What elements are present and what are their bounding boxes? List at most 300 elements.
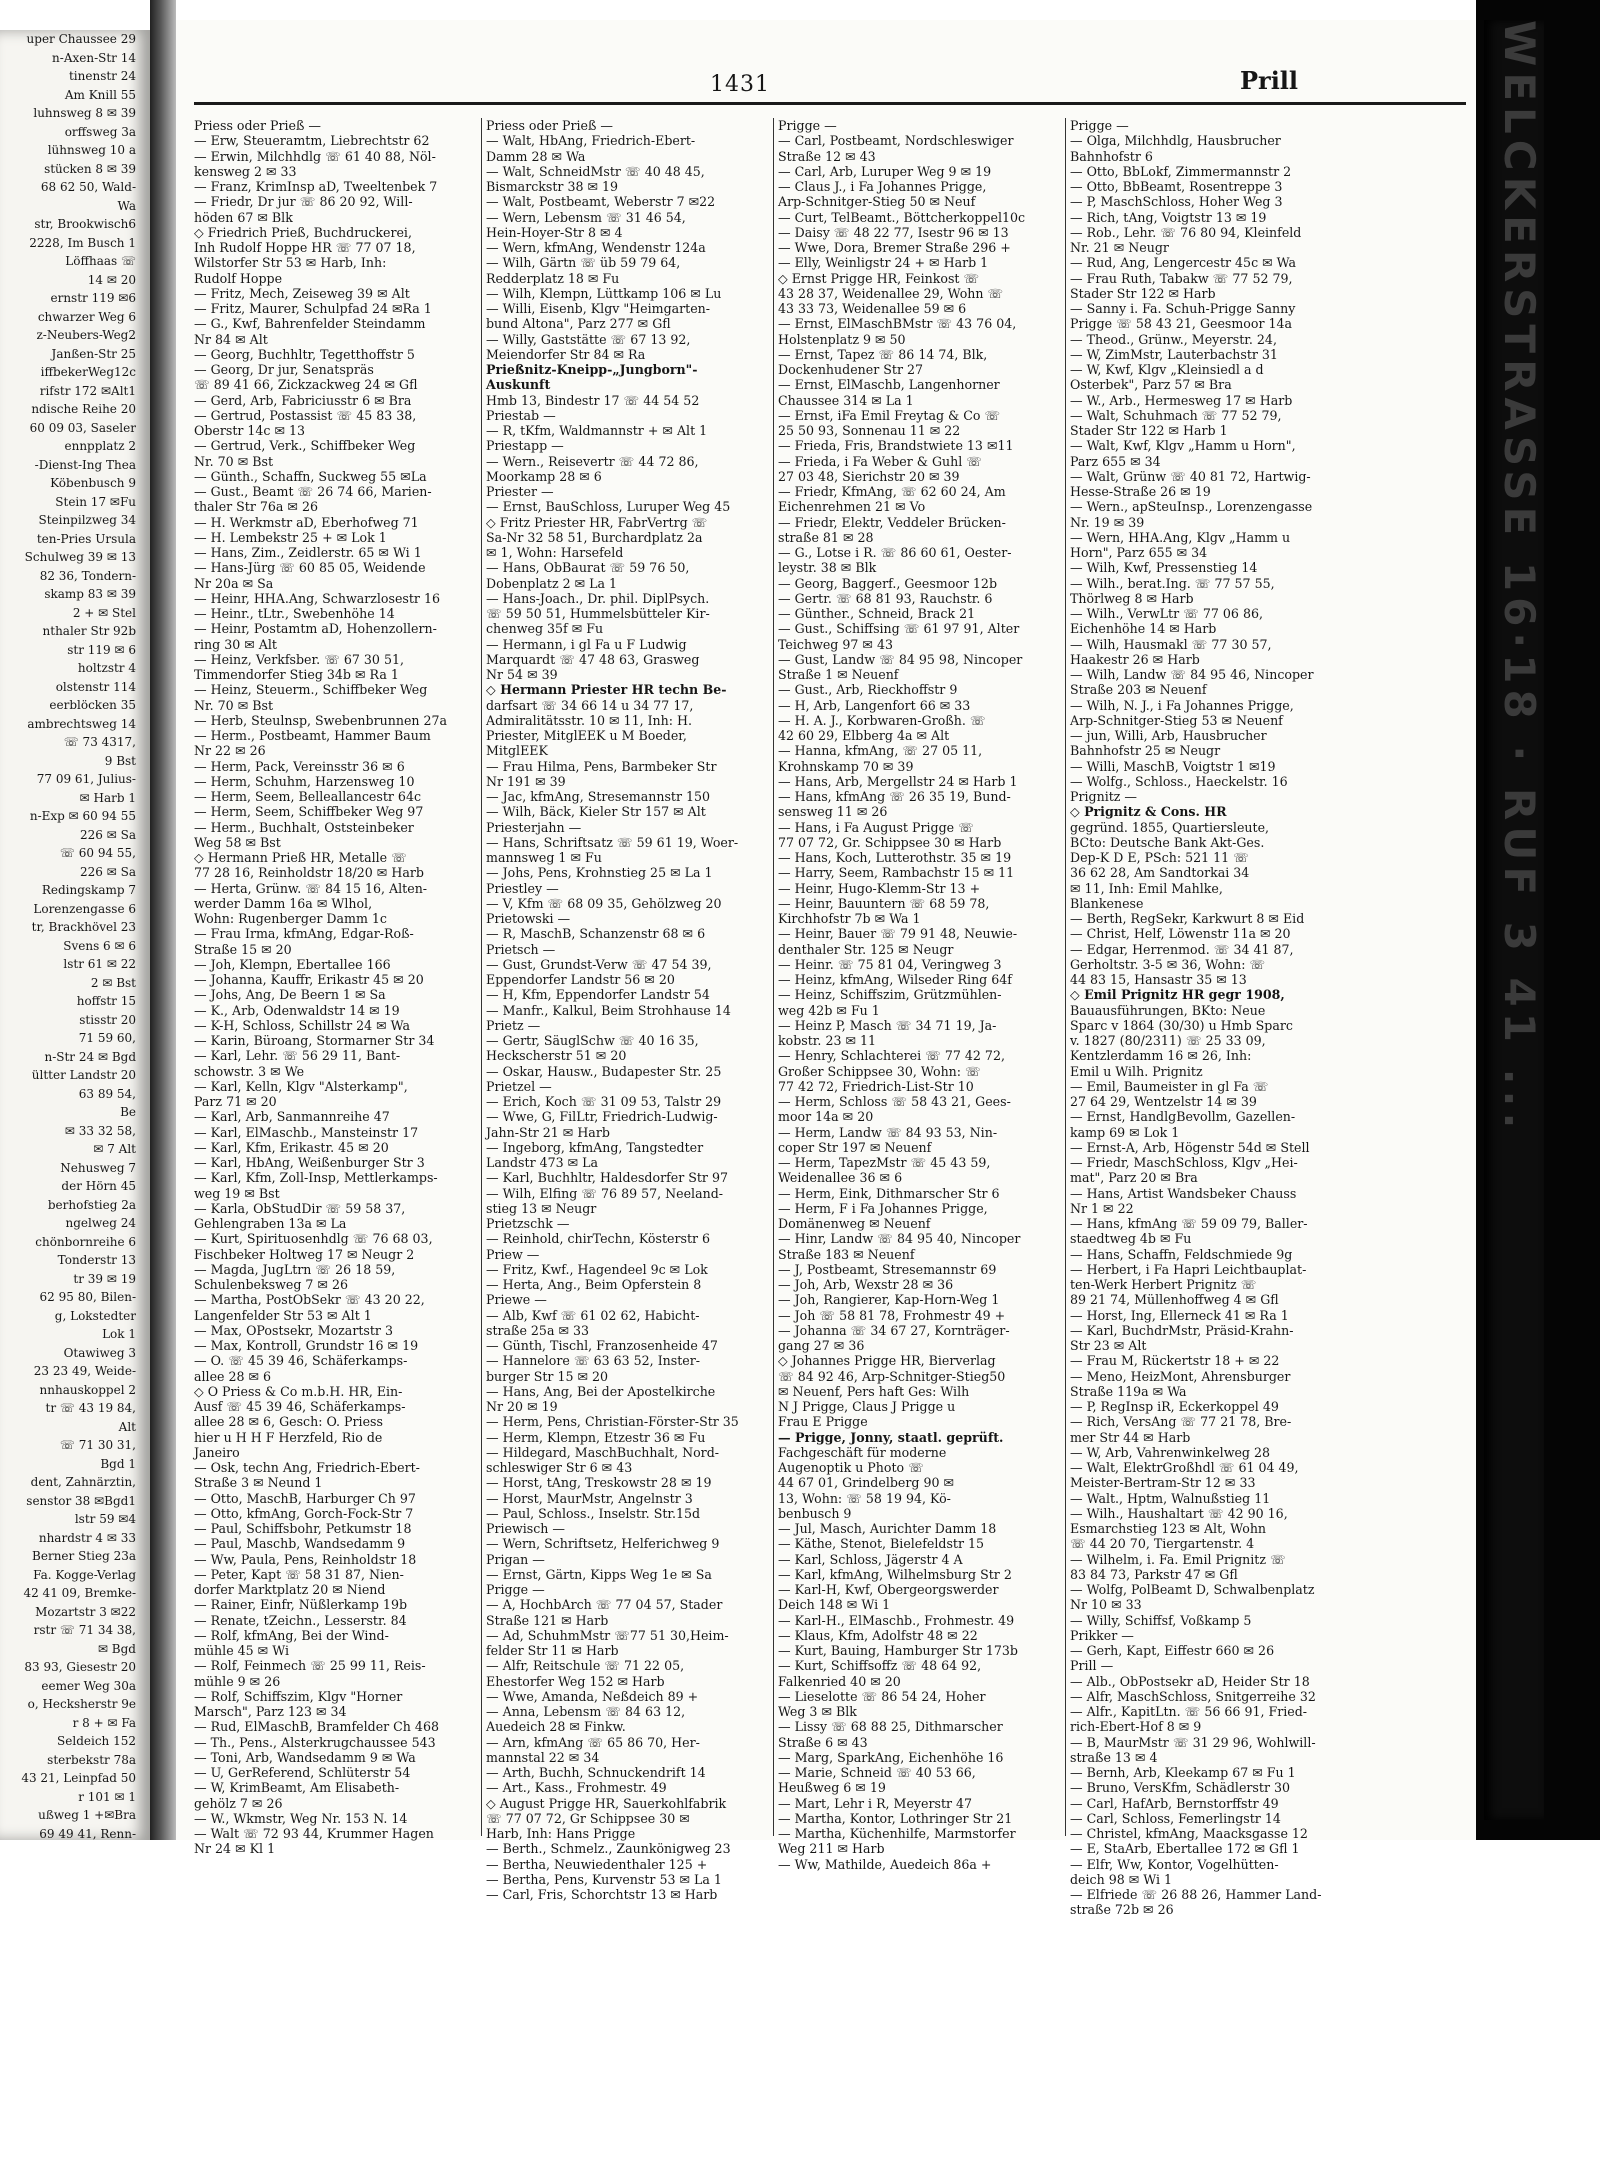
directory-entry: — Jul, Masch, Aurichter Damm 18: [778, 1521, 997, 1536]
directory-entry: — K-H, Schloss, Schillstr 24 ✉ Wa: [194, 1017, 411, 1033]
directory-entry: — Johs, Ang, De Beern 1 ✉ Sa: [194, 987, 386, 1003]
margin-text-line: r 8 + ✉ Fa: [72, 1715, 136, 1730]
margin-text-line: Lorenzengasse 6: [33, 901, 136, 916]
directory-entry: — Erich, Koch ☏ 31 09 53, Talstr 29: [486, 1094, 722, 1109]
margin-text-line: n-Str 24 ✉ Bgd: [44, 1049, 136, 1064]
directory-entry: 25 50 93, Sonnenau 11 ✉ 22: [778, 423, 961, 438]
margin-text-line: ✉ 7 Alt: [93, 1142, 136, 1156]
section-heading: Prießnitz-Kneipp-„Jungborn"-: [486, 362, 698, 377]
directory-entry: Weg 58 ✉ Bst: [194, 834, 281, 850]
directory-entry: — Frau Ruth, Tabakw ☏ 77 52 79,: [1070, 270, 1293, 286]
directory-entry: Osterbek", Parz 57 ✉ Bra: [1070, 377, 1232, 393]
margin-text-line: -Dienst-Ing Thea: [34, 457, 136, 472]
directory-entry: straße 13 ✉ 4: [1070, 1749, 1158, 1765]
directory-entry: — Wern, Schriftsetz, Helferichweg 9: [486, 1536, 720, 1552]
directory-entry: Gerholtstr. 3-5 ✉ 36, Wohn: ☏: [1070, 956, 1266, 972]
directory-entry: — Hans, Schaffn, Feldschmiede 9g: [1070, 1246, 1293, 1262]
directory-entry: — Georg, Baggerf., Geesmoor 12b: [778, 575, 998, 591]
directory-entry: — Johanna ☏ 34 67 27, Kornträger-: [778, 1322, 1010, 1338]
directory-entry: — Martha, Küchenhilfe, Marmstorfer: [778, 1826, 1016, 1841]
margin-text-line: 63 89 54,: [78, 1086, 136, 1101]
directory-entry: ☏ 89 41 66, Zickzackweg 24 ✉ Gfl: [194, 377, 418, 393]
directory-entry: — Günther., Schneid, Brack 21: [778, 606, 976, 621]
directory-entry: — Otto, BbBeamt, Rosentreppe 3: [1070, 179, 1283, 194]
directory-entry: — Sanny i. Fa. Schuh-Prigge Sanny: [1070, 301, 1296, 316]
directory-entry: — Rich, tAng, Voigtstr 13 ✉ 19: [1070, 209, 1267, 225]
margin-text-line: chwarzer Weg 6: [37, 309, 136, 324]
margin-text-line: ernstr 119 ✉6: [50, 291, 136, 305]
directory-entry: — Alb., ObPostsekr aD, Heider Str 18: [1070, 1673, 1310, 1689]
directory-entry: Augenoptik u Photo ☏: [778, 1460, 924, 1475]
directory-entry: — Gertr. ☏ 68 81 93, Rauchstr. 6: [778, 590, 993, 606]
directory-entry: — Martha, Kontor, Lothringer Str 21: [778, 1810, 1013, 1826]
directory-entry: — Walt., Hptm, Walnußstieg 11: [1070, 1490, 1271, 1506]
directory-entry: — Herta, Ang., Beim Opferstein 8: [486, 1277, 702, 1292]
margin-text-line: Tonderstr 13: [57, 1253, 136, 1267]
directory-entry: mannsweg 1 ✉ Fu: [486, 850, 602, 865]
directory-entry: — Martha, PostObSekr ☏ 43 20 22,: [194, 1292, 425, 1308]
margin-text-line: rstr ☏ 71 34 38,: [33, 1623, 136, 1637]
directory-entry: — Marie, Schneid ☏ 40 53 66,: [778, 1765, 976, 1780]
directory-entry: — Frau Irma, kfmAng, Edgar-Roß-: [194, 926, 414, 942]
directory-entry: — Joh, Rangierer, Kap-Horn-Weg 1: [778, 1292, 1000, 1308]
margin-text-line: uper Chaussee 29: [26, 32, 136, 46]
margin-text-line: n-Exp ✉ 60 94 55: [29, 809, 136, 823]
directory-entry: — Gust., Arb, Rieckhoffstr 9: [778, 682, 958, 698]
margin-text-line: ültter Landstr 20: [31, 1068, 136, 1082]
directory-entry: — Fritz, Kwf., Hagendeel 9c ✉ Lok: [486, 1261, 708, 1277]
directory-entry: — Wolfg, PolBeamt D, Schwalbenplatz: [1070, 1582, 1315, 1597]
margin-text-line: ngelweg 24: [65, 1216, 136, 1230]
directory-entry: — G., Lotse i R. ☏ 86 60 61, Oester-: [778, 545, 1012, 560]
directory-entry: Straße 119a ✉ Wa: [1070, 1383, 1187, 1399]
directory-entry: Thörlweg 8 ✉ Harb: [1070, 590, 1194, 606]
directory-entry: — Wolfg., Schloss., Haeckelstr. 16: [1070, 773, 1288, 789]
directory-entry: burger Str 15 ✉ 20: [486, 1368, 609, 1384]
directory-entry: — Th., Pens., Alsterkrugchaussee 543: [194, 1734, 436, 1750]
directory-entry: Langenfelder Str 53 ✉ Alt 1: [194, 1307, 372, 1323]
directory-entry: — Gertr, SäuglSchw ☏ 40 16 35,: [486, 1033, 699, 1048]
directory-entry: Hesse-Straße 26 ✉ 19: [1070, 484, 1211, 499]
margin-text-line: ennpplatz 2: [64, 439, 136, 453]
directory-entry: ◇ Fritz Priester HR, FabrVertrg ☏: [486, 514, 708, 530]
directory-entry: — Otto, kfmAng, Gorch-Fock-Str 7: [194, 1505, 414, 1521]
directory-entry: — Osk, techn Ang, Friedrich-Ebert-: [194, 1460, 420, 1475]
directory-entry: allee 28 ✉ 6, Gesch: O. Priess: [194, 1414, 383, 1430]
margin-text-line: berhofstieg 2a: [47, 1197, 136, 1212]
directory-entry: — Wilh, Elfing ☏ 76 89 57, Neeland-: [486, 1185, 724, 1201]
directory-entry: Priestapp —: [486, 438, 564, 454]
directory-entry: — Joh, Klempn, Ebertallee 166: [194, 956, 391, 972]
directory-entry: — Bertha, Pens, Kurvenstr 53 ✉ La 1: [486, 1871, 722, 1887]
directory-entry: — Oskar, Hausw., Budapester Str. 25: [486, 1063, 722, 1079]
directory-entry: — Harry, Seem, Rambachstr 15 ✉ 11: [778, 865, 1015, 881]
directory-column-4: [1070, 118, 1346, 1918]
directory-entry: Eichenrehmen 21 ✉ Vo: [778, 499, 926, 515]
directory-entry: Falkenried 40 ✉ 20: [778, 1673, 901, 1689]
margin-text-line: eemer Weg 30a: [41, 1678, 136, 1693]
directory-entry: denthaler Str. 125 ✉ Neugr: [778, 941, 954, 957]
directory-entry: — Hans, kfmAng ☏ 59 09 79, Baller-: [1070, 1216, 1308, 1231]
directory-entry: Priewisch —: [486, 1521, 566, 1536]
directory-entry: Moorkamp 28 ✉ 6: [486, 468, 602, 484]
directory-entry: — Anna, Lebensm ☏ 84 63 12,: [486, 1704, 686, 1719]
directory-entry: — Willy, Schiffsf, Voßkamp 5: [1070, 1612, 1252, 1628]
directory-entry: ✉ 1, Wohn: Harsefeld: [486, 545, 624, 560]
directory-entry: Prigge —: [778, 118, 837, 133]
margin-text-line: Wa: [117, 198, 136, 213]
margin-text-line: luhnsweg 8 ✉ 39: [33, 106, 136, 120]
directory-entry: — Herb, Steulnsp, Swebenbrunnen 27a: [194, 712, 448, 728]
margin-text-line: Löffhaas ☏: [65, 254, 136, 268]
directory-entry: — Herm, TapezMstr ☏ 45 43 59,: [778, 1155, 991, 1170]
directory-entry: — Friedr, MaschSchloss, Klgv „Hei-: [1070, 1155, 1298, 1170]
directory-entry: rich-Ebert-Hof 8 ✉ 9: [1070, 1719, 1202, 1735]
directory-entry: 42 60 29, Elbberg 4a ✉ Alt: [778, 728, 950, 743]
margin-text-line: r 101 ✉ 1: [78, 1789, 136, 1804]
margin-text-line: Lok 1: [102, 1327, 136, 1341]
directory-entry: — Klaus, Kfm, Adolfstr 48 ✉ 22: [778, 1627, 978, 1643]
directory-entry: — Wwe, Dora, Bremer Straße 296 +: [778, 240, 1011, 255]
directory-entry: Nr 1 ✉ 22: [1070, 1200, 1134, 1216]
margin-text-line: g, Lokstedter: [54, 1308, 136, 1323]
directory-entry: Fischbeker Holtweg 17 ✉ Neugr 2: [194, 1246, 415, 1262]
directory-entry: — Hans, Ang, Bei der Apostelkirche: [486, 1383, 716, 1399]
margin-text-line: Nehusweg 7: [60, 1160, 136, 1175]
margin-text-line: nhardstr 4 ✉ 33: [38, 1530, 136, 1545]
directory-entry: — Heinz P, Masch ☏ 34 71 19, Ja-: [778, 1017, 997, 1033]
directory-entry: Priess oder Prieß —: [194, 118, 322, 133]
directory-entry: Priestley —: [486, 880, 559, 896]
directory-entry: — H, Arb, Langenfort 66 ✉ 33: [778, 697, 971, 713]
margin-text-line: 43 21, Leinpfad 50: [21, 1771, 136, 1785]
directory-entry: — Herm, Eink, Dithmarscher Str 6: [778, 1185, 1000, 1201]
margin-text-line: stücken 8 ✉ 39: [44, 161, 136, 176]
section-heading: Auskunft: [486, 377, 551, 393]
directory-entry: — Hans, ObBaurat ☏ 59 76 50,: [486, 560, 690, 576]
directory-entry: Deich 148 ✉ Wi 1: [778, 1597, 891, 1613]
directory-entry: — Horst, MaurMstr, Angelnstr 3: [486, 1490, 693, 1506]
directory-entry: gegründ. 1855, Quartiersleute,: [1070, 819, 1270, 835]
margin-text-line: z-Neubers-Weg2: [36, 328, 136, 342]
directory-entry: Sa-Nr 32 58 51, Burchardplatz 2a: [486, 529, 703, 545]
directory-entry: — Herm., Buchhalt, Oststeinbeker: [194, 819, 414, 835]
directory-entry: mat", Parz 20 ✉ Bra: [1070, 1170, 1198, 1186]
margin-text-line: Seldeich 152: [57, 1734, 136, 1748]
directory-entry: Prietz —: [486, 1017, 541, 1033]
directory-entry: kobstr. 23 ✉ 11: [778, 1033, 877, 1048]
directory-entry: — Renate, tZeichn., Lesserstr. 84: [194, 1612, 407, 1628]
directory-entry: — Wilh, N. J., i Fa Johannes Prigge,: [1070, 697, 1294, 713]
directory-entry: — Berth., Schmelz., Zaunkönigweg 23: [486, 1841, 731, 1857]
directory-entry: — Herm, Seem, Belleallancestr 64c: [194, 789, 422, 804]
directory-entry: — Walt, HbAng, Friedrich-Ebert-: [486, 133, 696, 149]
directory-entry: — Hans, Artist Wandsbeker Chauss: [1070, 1185, 1297, 1201]
directory-entry: — Herm, Pack, Vereinsstr 36 ✉ 6: [194, 758, 405, 774]
directory-entry: Marsch", Parz 123 ✉ 34: [194, 1704, 347, 1719]
directory-entry: — Rolf, Feinmech ☏ 25 99 11, Reis-: [194, 1658, 426, 1674]
directory-entry: Rudolf Hoppe: [194, 270, 283, 286]
directory-entry: weg 19 ✉ Bst: [194, 1185, 280, 1201]
directory-entry: schowstr. 3 ✉ We: [194, 1063, 305, 1079]
directory-entry: Prignitz —: [1070, 789, 1138, 804]
column-divider: [1065, 118, 1066, 1836]
directory-entry: — Lieselotte ☏ 86 54 24, Hoher: [778, 1688, 986, 1704]
directory-entry: Bahnhofstr 25 ✉ Neugr: [1070, 743, 1221, 759]
directory-entry: — Paul, Schiffsbohr, Petkumstr 18: [194, 1521, 412, 1536]
directory-entry: — H, Kfm, Eppendorfer Landstr 54: [486, 987, 710, 1003]
directory-entry: — Carl, Arb, Luruper Weg 9 ✉ 19: [778, 163, 992, 179]
margin-text-line: Fa. Kogge-Verlag: [33, 1567, 136, 1582]
directory-entry: ◇ O Priess & Co m.b.H. HR, Ein-: [194, 1383, 403, 1399]
bottom-margin: [0, 1840, 1600, 2177]
directory-entry: — P, MaschSchloss, Hoher Weg 3: [1070, 194, 1283, 210]
directory-entry: Weidenallee 36 ✉ 6: [778, 1170, 903, 1186]
directory-entry: chenweg 35f ✉ Fu: [486, 621, 604, 637]
margin-text-line: 69 49 41, Renn-: [39, 1826, 136, 1841]
directory-entry: — Claus J., i Fa Johannes Prigge,: [778, 179, 987, 194]
directory-entry: — Rob., Lehr. ☏ 76 80 94, Kleinfeld: [1070, 224, 1302, 240]
directory-entry: — Heinz, Steuerm., Schiffbeker Weg: [194, 682, 428, 698]
directory-entry: — Rud, ElMaschB, Bramfelder Ch 468: [194, 1719, 439, 1735]
directory-entry: — Karl, Schloss, Jägerstr 4 A: [778, 1551, 963, 1567]
directory-entry: — Alfr., KapitLtn. ☏ 56 66 91, Fried-: [1070, 1704, 1308, 1719]
directory-entry: mühle 45 ✉ Wi: [194, 1643, 289, 1658]
directory-entry: ✉ 11, Inh: Emil Mahlke,: [1070, 880, 1223, 896]
directory-entry: — Elfr, Ww, Kontor, Vogelhütten-: [1070, 1856, 1279, 1872]
directory-entry: — W, ZimMstr, Lauterbachstr 31: [1070, 346, 1278, 362]
directory-entry: weg 42b ✉ Fu 1: [778, 1002, 880, 1018]
directory-entry: — Reinhold, chirTechn, Kösterstr 6: [486, 1231, 711, 1247]
directory-entry: — Horst, tAng, Treskowstr 28 ✉ 19: [486, 1475, 712, 1491]
directory-entry: — Karl, HbAng, Weißenburger Str 3: [194, 1155, 425, 1170]
directory-entry: Straße 3 ✉ Neund 1: [194, 1475, 323, 1491]
margin-text-line: 226 ✉ Sa: [80, 864, 136, 879]
directory-entry: — Walt, Schuhmach ☏ 77 52 79,: [1070, 407, 1282, 423]
directory-entry: Stader Str 122 ✉ Harb 1: [1070, 423, 1228, 438]
directory-entry: Hein-Hoyer-Str 8 ✉ 4: [486, 224, 623, 240]
directory-entry: — Herbert, i Fa Hapri Leichtbauplat-: [1070, 1261, 1307, 1277]
margin-text-line: 71 59 60,: [78, 1031, 136, 1045]
directory-entry: — P, RegInsp iR, Eckerkoppel 49: [1070, 1399, 1279, 1414]
directory-entry: — Johanna, Kauffr, Erikastr 45 ✉ 20: [194, 972, 424, 987]
column-divider: [481, 118, 482, 1836]
directory-entry: Jahn-Str 21 ✉ Harb: [486, 1124, 610, 1140]
directory-entry: — R, tKfm, Waldmannstr + ✉ Alt 1: [486, 423, 708, 438]
margin-text-line: ten-Pries Ursula: [36, 531, 136, 546]
directory-entry: — Ernst, ElMaschBMstr ☏ 43 76 04,: [778, 316, 1017, 332]
directory-entry: Harb, Inh: Hans Prigge: [486, 1826, 636, 1841]
directory-entry: — Herm, Klempn, Etzestr 36 ✉ Fu: [486, 1429, 706, 1445]
directory-entry: Damm 28 ✉ Wa: [486, 148, 586, 164]
directory-entry: Holstenplatz 9 ✉ 50: [778, 331, 906, 347]
directory-entry: — Bertha, Neuwiedenthaler 125 +: [486, 1856, 708, 1872]
directory-entry: deich 98 ✉ Wi 1: [1070, 1871, 1173, 1887]
directory-entry: — Hannelore ☏ 63 63 52, Inster-: [486, 1353, 701, 1369]
directory-entry: Prigge —: [1070, 118, 1129, 133]
directory-entry: Bauausführungen, BKto: Neue: [1070, 1002, 1266, 1018]
directory-entry: thaler Str 76a ✉ 26: [194, 499, 319, 515]
directory-entry: — Frieda, i Fa Weber & Guhl ☏: [778, 453, 983, 469]
directory-entry: — Wilh, Landw ☏ 84 95 46, Nincoper: [1070, 667, 1314, 682]
directory-entry: ☏ 44 20 70, Tiergartenstr. 4: [1070, 1536, 1255, 1552]
directory-entry: — Herm, Pens, Christian-Förster-Str 35: [486, 1414, 739, 1430]
margin-text-line: 68 62 50, Wald-: [40, 180, 136, 194]
directory-entry: — Olga, Milchhdlg, Hausbrucher: [1070, 133, 1281, 149]
directory-entry: Heußweg 6 ✉ 19: [778, 1780, 886, 1796]
directory-entry: — Willi, MaschB, Voigtstr 1 ✉19: [1070, 758, 1276, 774]
directory-entry: staedtweg 4b ✉ Fu: [1070, 1231, 1192, 1247]
right-edge-text: WELCKERSTRASSE 16·18 · RUF 3 41 ...: [1495, 20, 1544, 1135]
margin-text-line: Mozartstr 3 ✉22: [35, 1604, 136, 1619]
directory-entry: Nr 191 ✉ 39: [486, 773, 566, 789]
directory-entry: — B, MaurMstr ☏ 31 29 96, Wohlwill-: [1070, 1734, 1316, 1750]
directory-entry: — Karl, BuchdrMstr, Präsid-Krahn-: [1070, 1322, 1294, 1338]
margin-text-line: str 119 ✉ 6: [67, 642, 136, 657]
directory-entry: 44 83 15, Hansastr 35 ✉ 13: [1070, 972, 1247, 987]
directory-entry: — Hans, Koch, Lutterothstr. 35 ✉ 19: [778, 850, 1012, 865]
directory-entry: Nr. 19 ✉ 39: [1070, 514, 1145, 530]
margin-text-line: skamp 83 ✉ 39: [44, 587, 136, 601]
margin-text-line: ✉ Harb 1: [79, 790, 136, 805]
directory-entry: — Karl-H., ElMaschb., Frohmestr. 49: [778, 1612, 1015, 1628]
directory-entry: — Berth, RegSekr, Karkwurt 8 ✉ Eid: [1070, 911, 1305, 926]
directory-entry: Straße 15 ✉ 20: [194, 941, 292, 957]
margin-text-line: Otawiweg 3: [63, 1345, 136, 1360]
directory-entry: 77 28 16, Reinholdstr 18/20 ✉ Harb: [194, 865, 424, 881]
directory-entry: 77 07 72, Gr. Schippsee 30 ✉ Harb: [778, 834, 1002, 850]
margin-text-line: 2 ✉ Bst: [90, 975, 136, 990]
firm-entry: ◇ Prignitz & Cons. HR: [1070, 804, 1227, 820]
directory-entry: — Daisy ☏ 48 22 77, Isestr 96 ✉ 13: [778, 224, 1009, 240]
directory-entry: — Wilh, Bäck, Kieler Str 157 ✉ Alt: [486, 804, 706, 820]
directory-entry: BCto: Deutsche Bank Akt-Ges.: [1070, 834, 1265, 850]
directory-entry: — Ww, Mathilde, Auedeich 86a +: [778, 1856, 992, 1872]
directory-entry: Inh Rudolf Hoppe HR ☏ 77 07 18,: [194, 240, 416, 255]
directory-entry: — Wwe, G, FilLtr, Friedrich-Ludwig-: [486, 1109, 718, 1125]
directory-entry: ◇ August Prigge HR, Sauerkohlfabrik: [486, 1795, 727, 1811]
directory-entry: — Wilh, Kwf, Pressenstieg 14: [1070, 560, 1258, 576]
directory-entry: — Karla, ObStudDir ☏ 59 58 37,: [194, 1200, 406, 1216]
directory-entry: — Wern, Lebensm ☏ 31 46 54,: [486, 209, 686, 225]
directory-entry: stieg 13 ✉ Neugr: [486, 1200, 597, 1216]
margin-text-line: 42 41 09, Bremke-: [23, 1586, 136, 1600]
directory-entry: — W., Wkmstr, Weg Nr. 153 N. 14: [194, 1810, 408, 1826]
directory-entry: 77 42 72, Friedrich-List-Str 10: [778, 1078, 974, 1094]
directory-entry: Straße 121 ✉ Harb: [486, 1612, 609, 1628]
margin-text-line: stisstr 20: [79, 1012, 136, 1027]
margin-text-line: 77 09 61, Julius-: [36, 772, 136, 786]
directory-entry: — Rud, Ang, Lengercestr 45c ✉ Wa: [1070, 255, 1297, 271]
directory-entry: bund Altona", Parz 277 ✉ Gfl: [486, 316, 671, 332]
directory-entry: Parz 655 ✉ 34: [1070, 453, 1161, 469]
directory-entry: — K., Arb, Odenwaldstr 14 ✉ 19: [194, 1002, 400, 1018]
directory-entry: — Hildegard, MaschBuchhalt, Nord-: [486, 1444, 720, 1460]
directory-entry: — Günth, Tischl, Franzosenheide 47: [486, 1338, 718, 1353]
directory-entry: Straße 203 ✉ Neuenf: [1070, 682, 1207, 698]
directory-entry: — Käthe, Stenot, Bielefeldstr 15: [778, 1536, 985, 1552]
directory-entry: — Joh, Arb, Wexstr 28 ✉ 36: [778, 1277, 954, 1292]
directory-entry: Horn", Parz 655 ✉ 34: [1070, 545, 1208, 560]
directory-entry: — Otto, BbLokf, Zimmermannstr 2: [1070, 163, 1292, 179]
directory-entry: 44 67 01, Grindelberg 90 ✉: [778, 1475, 955, 1491]
directory-entry: — Hans-Jürg ☏ 60 85 05, Weidende: [194, 560, 426, 576]
directory-entry: — Manfr., Kalkul, Beim Strohhause 14: [486, 1002, 731, 1018]
directory-entry: Prill —: [1070, 1658, 1114, 1674]
margin-text-line: Köbenbusch 9: [50, 476, 136, 490]
directory-entry: — Henry, Schlachterei ☏ 77 42 72,: [778, 1048, 1005, 1064]
directory-entry: höden 67 ✉ Blk: [194, 209, 293, 225]
directory-entry: ☏ 77 07 72, Gr Schippsee 30 ✉: [486, 1810, 690, 1826]
directory-entry: — Otto, MaschB, Harburger Ch 97: [194, 1490, 416, 1506]
directory-entry: Domänenweg ✉ Neuenf: [778, 1216, 931, 1231]
directory-entry: — Alb, Kwf ☏ 61 02 62, Habicht-: [486, 1307, 700, 1323]
book-gutter: [150, 0, 176, 1840]
margin-text-line: 9 Bst: [104, 753, 136, 768]
directory-entry: Dep-K D E, PSch: 521 11 ☏: [1070, 850, 1249, 865]
directory-entry: — Curt, TelBeamt., Böttcherkoppel10c: [778, 209, 1026, 225]
directory-entry: — Hans, i Fa August Prigge ☏: [778, 819, 974, 835]
margin-text-line: rifstr 172 ✉Alt1: [39, 383, 136, 398]
directory-entry: — Carl, Postbeamt, Nordschleswiger: [778, 133, 1014, 149]
directory-entry: — W., Arb., Hermesweg 17 ✉ Harb: [1070, 392, 1293, 408]
directory-entry: — Fritz, Maurer, Schulpfad 24 ✉Ra 1: [194, 301, 432, 316]
directory-entry: — W, Kwf, Klgv „Kleinsiedl a d: [1070, 362, 1264, 377]
directory-entry: — Hans, Zim., Zeidlerstr. 65 ✉ Wi 1: [194, 545, 422, 560]
margin-text-line: ambrechtsweg 14: [27, 716, 136, 731]
margin-text-line: ußweg 1 +✉Bra: [38, 1808, 136, 1822]
directory-entry: sensweg 11 ✉ 26: [778, 804, 888, 820]
directory-entry: — Karl, Kelln, Klgv "Alsterkamp",: [194, 1078, 408, 1094]
directory-entry: — Elly, Weinligstr 24 + ✉ Harb 1: [778, 255, 989, 271]
directory-entry: — H. A. J., Korbwaren-Großh. ☏: [778, 712, 986, 728]
directory-entry: Marquardt ☏ 47 48 63, Grasweg: [486, 651, 700, 667]
directory-entry: — Hans, Schriftsatz ☏ 59 61 19, Woer-: [486, 834, 739, 850]
directory-entry: — Max, OPostsekr, Mozartstr 3: [194, 1322, 393, 1338]
directory-entry: Prietowski —: [486, 911, 571, 926]
directory-entry: Wohn: Rugenberger Damm 1c: [194, 911, 387, 926]
directory-entry: — Christ, Helf, Löwenstr 11a ✉ 20: [1070, 926, 1291, 942]
directory-entry: straße 72b ✉ 26: [1070, 1902, 1174, 1918]
directory-entry: Priester, MitglEEK u M Boeder,: [486, 728, 687, 743]
directory-entry: Blankenese: [1070, 895, 1144, 911]
margin-text-line: 2 + ✉ Stel: [72, 605, 136, 620]
directory-entry: — W, Arb, Vahrenwinkelweg 28: [1070, 1444, 1271, 1460]
directory-entry: — Hans, kfmAng ☏ 26 35 19, Bund-: [778, 789, 1011, 804]
directory-entry: — Gust, Landw ☏ 84 95 98, Nincoper: [778, 651, 1023, 667]
directory-entry: — Heinr, Bauuntern ☏ 68 59 78,: [778, 895, 990, 911]
directory-entry: — Walt, Postbeamt, Weberstr 7 ✉22: [486, 194, 716, 210]
directory-entry: — Gust, Grundst-Verw ☏ 47 54 39,: [486, 956, 712, 972]
margin-text-line: tr ☏ 43 19 84,: [45, 1401, 136, 1415]
margin-text-line: olstenstr 114: [55, 679, 136, 694]
margin-text-line: 226 ✉ Sa: [80, 827, 136, 842]
directory-entry: — Alfr, MaschSchloss, Snitgerreihe 32: [1070, 1688, 1316, 1704]
directory-entry: — Ingeborg, kfmAng, Tangstedter: [486, 1139, 704, 1155]
directory-entry: — Art., Kass., Frohmestr. 49: [486, 1780, 667, 1796]
margin-text-line: n-Axen-Str 14: [52, 50, 136, 65]
directory-entry: — Magda, JugLtrn ☏ 26 18 59,: [194, 1261, 396, 1277]
directory-entry: Straße 6 ✉ 43: [778, 1734, 868, 1750]
directory-entry: — Ad, SchuhmMstr ☏77 51 30,Heim-: [486, 1627, 729, 1643]
directory-entry: — Mart, Lehr i R, Meyerstr 47: [778, 1795, 973, 1811]
directory-entry: — jun, Willi, Arb, Hausbrucher: [1070, 728, 1267, 743]
margin-text-line: 14 ✉ 20: [87, 272, 136, 287]
directory-entry: Meister-Bertram-Str 12 ✉ 33: [1070, 1475, 1256, 1491]
directory-entry: mühle 9 ✉ 26: [194, 1673, 281, 1689]
directory-entry: Nr 10 ✉ 33: [1070, 1597, 1142, 1613]
margin-text-line: ☏ 60 94 55,: [59, 846, 136, 860]
